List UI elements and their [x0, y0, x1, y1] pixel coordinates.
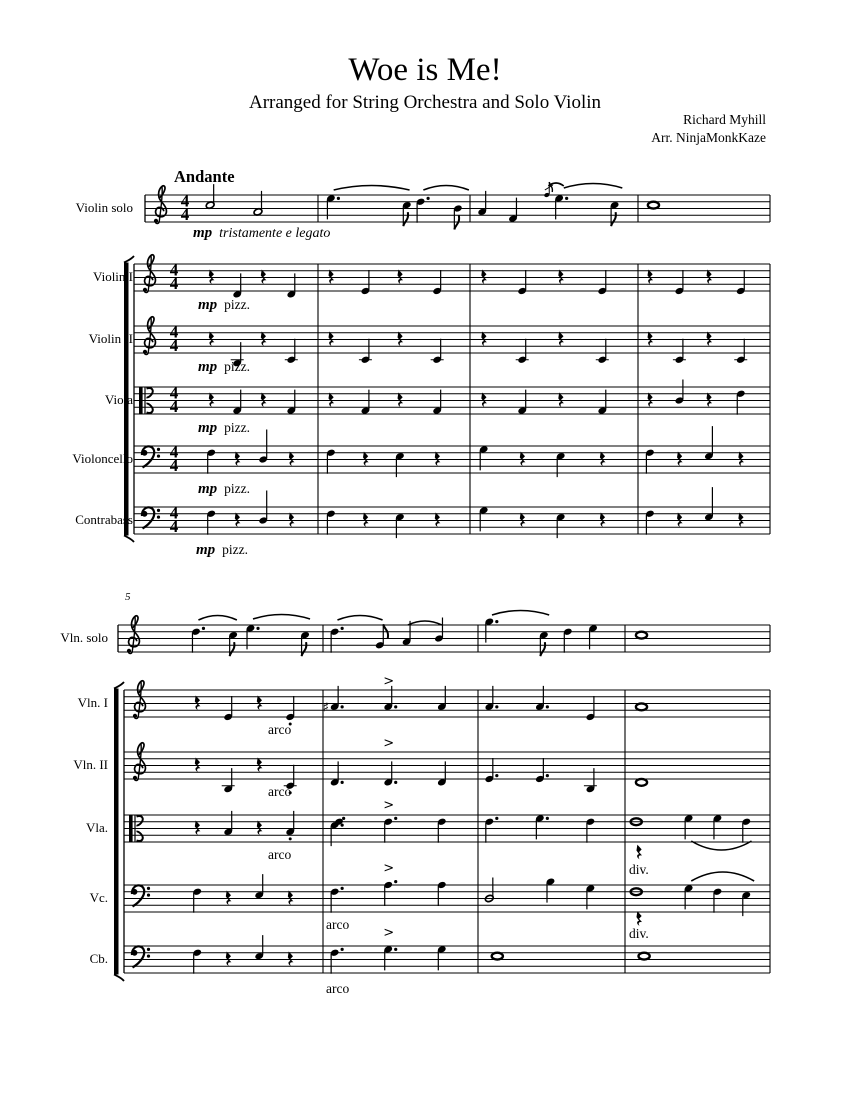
notation-glyph: 4	[180, 205, 190, 224]
technique-text: arco	[268, 784, 292, 799]
technique-text: div.	[629, 926, 649, 941]
staff-label: Contrabass	[75, 512, 133, 527]
notation-glyph: 4	[180, 191, 190, 211]
performance-marking	[198, 419, 256, 437]
measure-number: 5	[125, 591, 131, 603]
notation-glyph: >	[383, 736, 395, 751]
technique-text: pizz.	[224, 420, 251, 435]
technique-text: arco	[326, 981, 350, 996]
expression-text: tristamente e legato	[219, 226, 331, 241]
dynamic-marking: mp	[198, 481, 218, 497]
notation-glyph: >	[383, 674, 395, 689]
technique-text: pizz.	[224, 359, 251, 374]
technique-text: div.	[629, 862, 649, 877]
credits-block	[651, 111, 766, 147]
staff-label: Vc.	[89, 890, 108, 905]
performance-marking	[629, 925, 655, 943]
notation-glyph: 4	[169, 274, 179, 293]
performance-marking	[268, 783, 297, 801]
staff-label: Violoncello	[72, 451, 133, 466]
dynamic-marking: mp	[198, 297, 218, 313]
piece-subtitle: Arranged for String Orchestra and Solo Violin	[248, 92, 602, 113]
notation-glyph: 4	[169, 503, 179, 523]
notation-glyph: >	[383, 861, 395, 876]
notation-glyph: >	[383, 925, 395, 941]
dynamic-marking: mp	[193, 225, 213, 241]
dynamic-marking: mp	[198, 420, 218, 436]
staff-label: Violin I	[92, 269, 133, 284]
staff-label: Violin II	[88, 331, 133, 346]
performance-marking	[198, 358, 256, 376]
technique-text: arco	[268, 722, 292, 737]
performance-marking	[198, 296, 256, 314]
notation-glyph: ♯	[322, 700, 329, 716]
notation-glyph: 4	[169, 397, 179, 416]
staff-label: Cb.	[89, 951, 108, 966]
notation-glyph: 4	[169, 322, 179, 342]
performance-marking	[326, 916, 355, 934]
notation-glyph: 4	[169, 442, 179, 462]
performance-marking	[268, 846, 297, 864]
technique-text: pizz.	[222, 542, 249, 557]
staff-label: Vln. I	[77, 695, 108, 710]
staff-label: Vla.	[85, 820, 108, 835]
notation-glyph: >	[383, 797, 395, 813]
notation-glyph: 4	[169, 517, 179, 536]
dynamic-marking: mp	[196, 542, 216, 558]
technique-text: arco	[326, 917, 350, 932]
composer-credit: Richard Myhill	[683, 112, 766, 127]
technique-text: pizz.	[224, 297, 251, 312]
performance-marking	[268, 721, 297, 739]
dynamic-marking: mp	[198, 359, 218, 375]
performance-marking	[193, 224, 330, 242]
technique-text: pizz.	[224, 481, 251, 496]
notation-glyph: 4	[169, 260, 179, 280]
staff-label: Vln. solo	[60, 630, 108, 645]
performance-marking	[198, 480, 256, 498]
arranger-credit: Arr. NinjaMonkKaze	[651, 130, 766, 145]
tempo-marking: Andante	[174, 167, 235, 186]
notation-glyph: 4	[169, 456, 179, 475]
staff-label: Violin solo	[75, 200, 133, 215]
piece-title: Woe is Me!	[348, 52, 502, 88]
notation-glyph: 4	[169, 336, 179, 355]
staff-label: Viola	[104, 392, 133, 407]
performance-marking	[629, 861, 655, 879]
performance-marking	[196, 541, 254, 559]
staff-label: Vln. II	[73, 757, 108, 772]
notation-glyph: 4	[169, 383, 179, 403]
technique-text: arco	[268, 847, 292, 862]
performance-marking	[326, 980, 355, 998]
